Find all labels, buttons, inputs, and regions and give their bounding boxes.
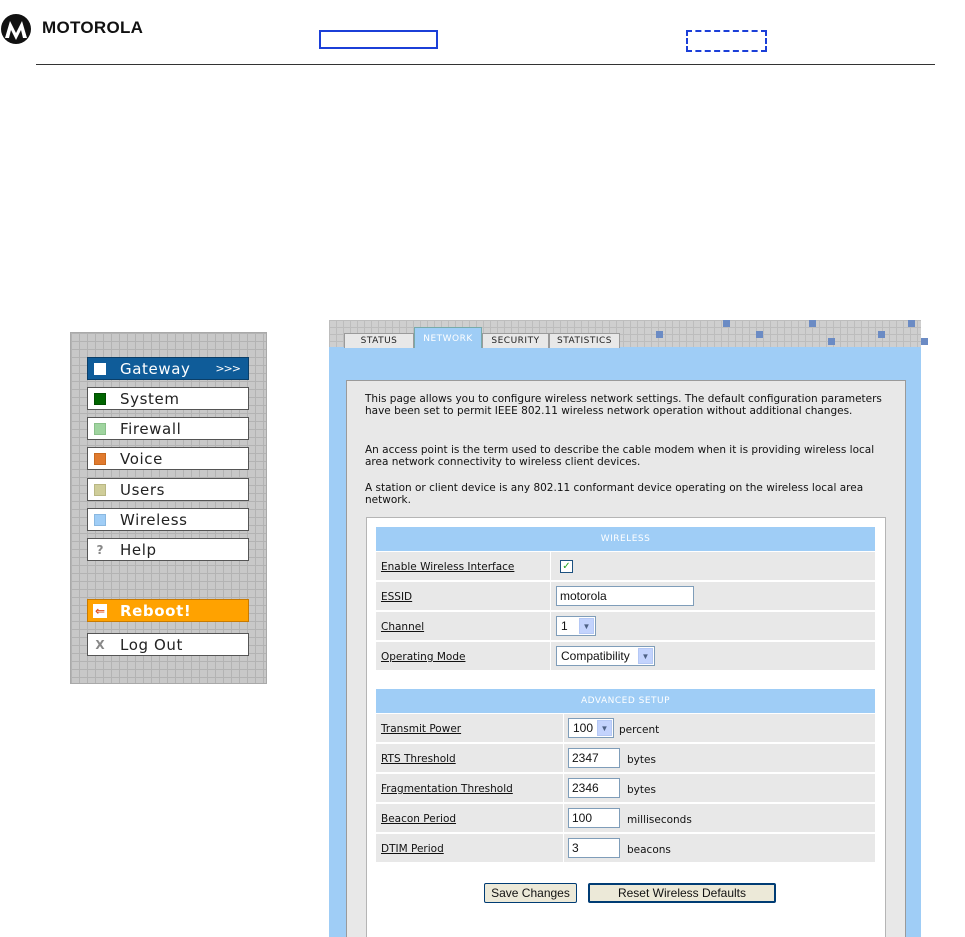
decor-square <box>756 331 763 338</box>
nav-logout-button[interactable] <box>87 633 249 656</box>
channel-value: 1 <box>561 619 568 633</box>
tab-security[interactable]: SECURITY <box>482 333 549 348</box>
reboot-arrow-icon: ⇐ <box>94 603 106 618</box>
nav-wireless-button[interactable] <box>87 508 249 531</box>
column-divider <box>550 612 551 641</box>
decor-square <box>828 338 835 345</box>
channel-label[interactable]: Channel <box>381 621 425 633</box>
nav-label: Help <box>120 540 157 559</box>
nav-label: System <box>120 389 180 408</box>
column-divider <box>550 582 551 611</box>
header-dashed-box[interactable] <box>686 30 767 52</box>
light-blue-square-icon <box>94 514 106 526</box>
light-green-square-icon <box>94 423 106 435</box>
nav-voice-button[interactable] <box>87 447 249 470</box>
dtim-period-input[interactable]: 3 <box>568 838 620 858</box>
nav-label: Wireless <box>120 510 188 529</box>
decor-square <box>921 338 928 345</box>
nav-help-button[interactable] <box>87 538 249 561</box>
nav-label: Users <box>120 480 166 499</box>
nav-label: Log Out <box>120 635 183 654</box>
row-enable-wireless <box>376 552 875 581</box>
motorola-batwing-icon <box>0 13 32 45</box>
row-fragmentation-threshold <box>376 774 875 803</box>
side-nav <box>70 332 267 684</box>
row-transmit-power <box>376 714 875 743</box>
transmit-power-select[interactable] <box>568 718 614 738</box>
header-divider <box>36 64 935 65</box>
nav-label: Voice <box>120 449 163 468</box>
decor-square <box>878 331 885 338</box>
chevron-down-icon: ▼ <box>579 618 594 634</box>
operating-mode-label[interactable]: Operating Mode <box>381 651 466 663</box>
nav-users-button[interactable] <box>87 478 249 501</box>
nav-system-button[interactable] <box>87 387 249 410</box>
rts-threshold-input[interactable]: 2347 <box>568 748 620 768</box>
white-square-icon <box>94 363 106 375</box>
fragmentation-threshold-input[interactable]: 2346 <box>568 778 620 798</box>
chevron-right-icon: >>> <box>215 362 240 375</box>
save-changes-button[interactable]: Save Changes <box>484 883 577 903</box>
column-divider <box>563 714 564 743</box>
nav-label: Reboot! <box>120 601 192 620</box>
transmit-power-value: 100 <box>573 721 594 735</box>
nav-gateway-button[interactable] <box>87 357 249 380</box>
beacon-period-unit: milliseconds <box>627 814 692 826</box>
row-operating-mode <box>376 642 875 671</box>
fragmentation-threshold-label[interactable]: Fragmentation Threshold <box>381 783 513 795</box>
column-divider <box>563 834 564 863</box>
x-icon: X <box>95 637 105 652</box>
chevron-down-icon: ▼ <box>597 720 612 736</box>
column-divider <box>550 552 551 581</box>
intro-paragraph-1: This page allows you to configure wireless network settings. The default configuration parameters have been set to permit IEEE 802.11 wireless network operation without additional changes. <box>365 393 882 417</box>
dark-green-square-icon <box>94 393 106 405</box>
column-divider <box>563 774 564 803</box>
row-channel <box>376 612 875 641</box>
dtim-period-unit: beacons <box>627 844 671 856</box>
khaki-square-icon <box>94 484 106 496</box>
channel-select[interactable] <box>556 616 596 636</box>
enable-wireless-checkbox[interactable]: ✓ <box>560 560 573 573</box>
tab-statistics[interactable]: STATISTICS <box>549 333 620 348</box>
transmit-power-unit: percent <box>619 724 660 736</box>
intro-paragraph-2: An access point is the term used to describe the cable modem when it is providing wireless local area network connectivity to wireless client devices. <box>365 444 875 468</box>
tab-status[interactable]: STATUS <box>344 333 414 348</box>
intro-paragraph-3: A station or client device is any 802.11 conformant device operating on the wireless local area network. <box>365 482 864 506</box>
orange-square-icon <box>94 453 106 465</box>
nav-reboot-button[interactable] <box>87 599 249 622</box>
beacon-period-input[interactable]: 100 <box>568 808 620 828</box>
decor-square <box>723 320 730 327</box>
essid-label[interactable]: ESSID <box>381 591 413 603</box>
row-dtim-period <box>376 834 875 863</box>
nav-label: Firewall <box>120 419 182 438</box>
row-rts-threshold <box>376 744 875 773</box>
column-divider <box>563 744 564 773</box>
operating-mode-select[interactable] <box>556 646 655 666</box>
chevron-down-icon: ▼ <box>638 648 653 664</box>
header-link-box[interactable] <box>319 30 438 49</box>
dtim-period-label[interactable]: DTIM Period <box>381 843 444 855</box>
row-essid <box>376 582 875 611</box>
tab-network[interactable]: NETWORK <box>414 327 482 348</box>
row-beacon-period <box>376 804 875 833</box>
fragmentation-threshold-unit: bytes <box>627 784 656 796</box>
section-header-wireless: WIRELESS <box>376 527 875 551</box>
essid-input[interactable]: motorola <box>556 586 694 606</box>
reset-wireless-defaults-button[interactable]: Reset Wireless Defaults <box>588 883 776 903</box>
question-icon: ? <box>96 542 104 557</box>
brand-wordmark: MOTOROLA <box>42 18 144 37</box>
column-divider <box>563 804 564 833</box>
transmit-power-label[interactable]: Transmit Power <box>381 723 462 735</box>
rts-threshold-unit: bytes <box>627 754 656 766</box>
decor-square <box>656 331 663 338</box>
section-header-advanced: ADVANCED SETUP <box>376 689 875 713</box>
nav-firewall-button[interactable] <box>87 417 249 440</box>
beacon-period-label[interactable]: Beacon Period <box>381 813 457 825</box>
decor-square <box>809 320 816 327</box>
decor-square <box>908 320 915 327</box>
operating-mode-value: Compatibility <box>561 649 630 663</box>
column-divider <box>550 642 551 671</box>
enable-wireless-label[interactable]: Enable Wireless Interface <box>381 561 515 573</box>
nav-label: Gateway <box>120 359 191 378</box>
rts-threshold-label[interactable]: RTS Threshold <box>381 753 456 765</box>
